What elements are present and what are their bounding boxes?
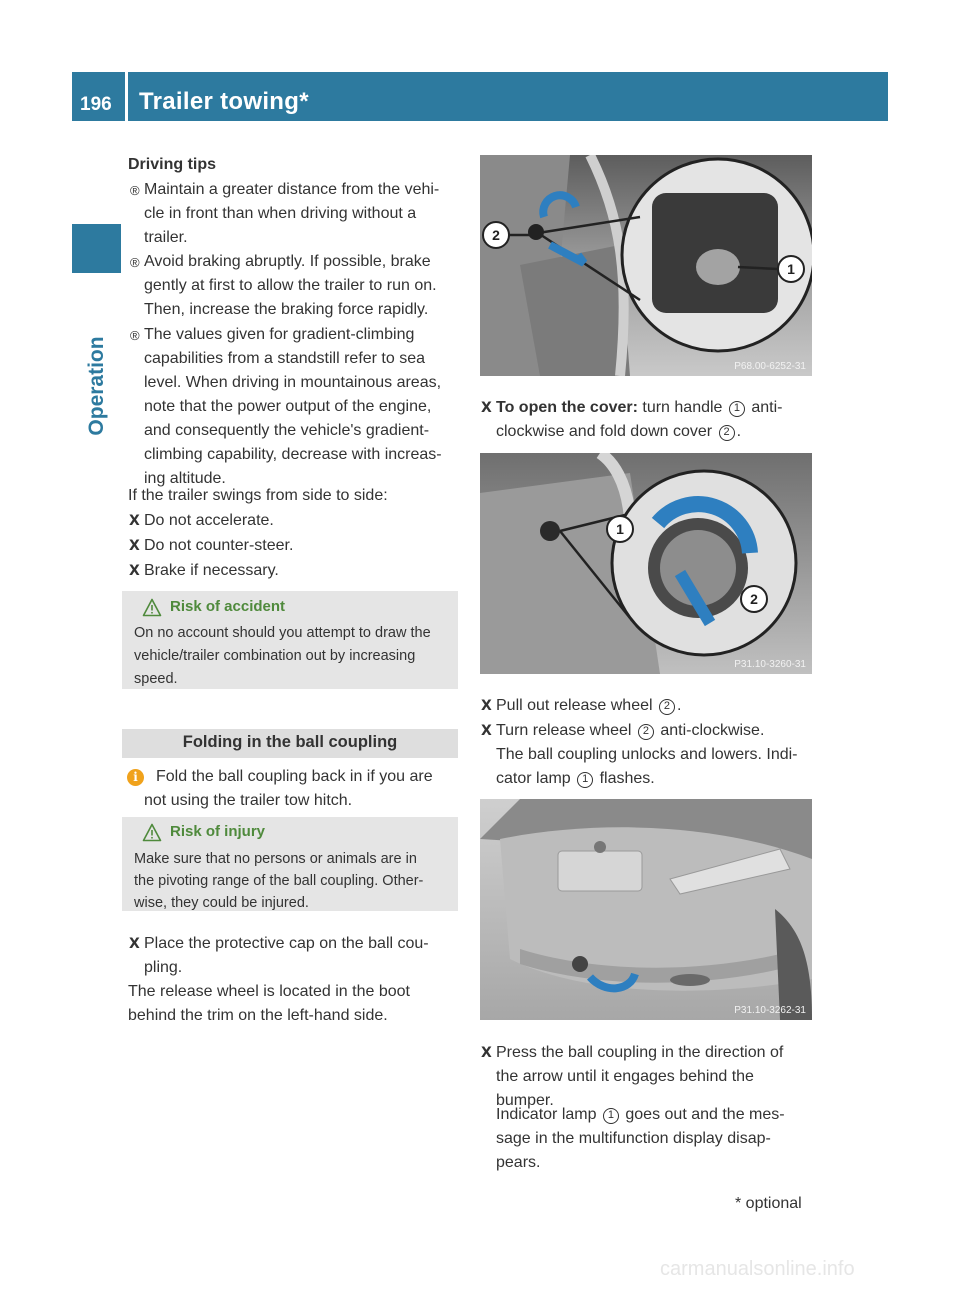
press-line: the arrow until it engages behind the: [496, 1068, 754, 1085]
svg-text:2: 2: [750, 591, 758, 607]
step-arrow-icon: X: [129, 538, 140, 554]
open-cover-text: turn handle: [637, 399, 727, 416]
warning-triangle-icon: [142, 598, 162, 617]
info-icon: i: [127, 769, 144, 786]
press-line: Press the ball coupling in the direction of: [496, 1044, 784, 1061]
tip3-line: and consequently the vehicle's gradient-: [144, 422, 430, 439]
tip1-line: Maintain a greater distance from the vehi-: [144, 181, 440, 198]
boot-cover-illustration: [480, 155, 812, 376]
swing-intro: If the trailer swings from side to side:: [128, 487, 388, 504]
bullet-icon: ®: [130, 183, 140, 198]
warning-line: Make sure that no persons or animals are in: [134, 851, 417, 867]
warning-line: wise, they could be injured.: [134, 895, 309, 911]
turn-result-line1: The ball coupling unlocks and lowers. Indi-: [496, 746, 798, 763]
step-arrow-icon: X: [129, 563, 140, 579]
tip3-line: The values given for gradient-climbing: [144, 326, 415, 343]
image-code: P68.00-6252-31: [734, 361, 806, 372]
release-note-line: The release wheel is located in the boot: [128, 983, 410, 1000]
tip1-line: trailer.: [144, 229, 188, 246]
warning-line: speed.: [134, 671, 178, 687]
bullet-icon: ®: [130, 255, 140, 270]
tip3-line: capabilities from a standstill refer to sea: [144, 350, 426, 367]
callout-1: 1: [577, 772, 593, 788]
open-cover-bold: To open the cover:: [496, 399, 638, 416]
turn-result-line2: [496, 767, 655, 791]
svg-text:1: 1: [787, 261, 795, 277]
open-cover-line1: [496, 396, 782, 420]
bullet-icon: ®: [130, 328, 140, 343]
turn-text: Turn release wheel: [496, 722, 636, 739]
warning-triangle-icon: [142, 823, 162, 842]
side-tab-block: [72, 224, 121, 273]
svg-text:2: 2: [492, 227, 500, 243]
press-result-line3: pears.: [496, 1154, 541, 1171]
pull-out-text: Pull out release wheel: [496, 697, 657, 714]
press-result-line1: [496, 1103, 785, 1127]
image-code: P31.10-3260-31: [734, 659, 806, 670]
image-code: P31.10-3262-31: [734, 1005, 806, 1016]
watermark: carmanualsonline.info: [660, 1258, 855, 1280]
release-wheel-photo: [480, 453, 812, 674]
pull-out-end: .: [676, 697, 682, 714]
warning-box-injury: [122, 817, 458, 911]
warning-line: the pivoting range of the ball coupling. Other-: [134, 873, 424, 889]
info-line: Fold the ball coupling back in if you are: [156, 768, 433, 785]
release-note-line: behind the trim on the left-hand side.: [128, 1007, 388, 1024]
tip3-line: note that the power output of the engine,: [144, 398, 432, 415]
turn-result-text: flashes.: [595, 770, 655, 787]
turn-step: [496, 719, 764, 743]
step-arrow-icon: X: [129, 936, 140, 952]
chapter-title: Trailer towing*: [139, 88, 309, 115]
cap-step-line: Place the protective cap on the ball cou-: [144, 935, 429, 952]
warning-line: vehicle/trailer combination out by increasing: [134, 648, 416, 664]
tip2-line: Avoid braking abruptly. If possible, brake: [144, 253, 431, 270]
step-arrow-icon: X: [481, 400, 492, 416]
info-line: not using the trailer tow hitch.: [144, 792, 353, 809]
press-result-text: goes out and the mes-: [620, 1106, 785, 1123]
step-arrow-icon: X: [481, 723, 492, 739]
step-arrow-icon: X: [129, 513, 140, 529]
driving-tips-heading: Driving tips: [128, 156, 217, 173]
side-tab-label: Operation: [84, 336, 108, 436]
footnote: * optional: [735, 1195, 802, 1212]
page-number: 196: [80, 94, 112, 115]
side-tab: [72, 281, 121, 491]
callout-2: 2: [719, 425, 735, 441]
step-arrow-icon: X: [481, 698, 492, 714]
turn-end: anti-clockwise.: [655, 722, 765, 739]
press-result-text: Indicator lamp: [496, 1106, 601, 1123]
tip3-line: level. When driving in mountainous areas,: [144, 374, 442, 391]
warning-title: Risk of accident: [170, 598, 286, 615]
section-heading-text: Folding in the ball coupling: [182, 733, 398, 751]
svg-text:1: 1: [616, 521, 624, 537]
open-cover-text: anti-: [746, 399, 783, 416]
tip3-line: ing altitude.: [144, 470, 226, 487]
swing-step: Brake if necessary.: [144, 562, 279, 579]
header-separator: [125, 72, 128, 121]
tip2-line: gently at first to allow the trailer to run on.: [144, 277, 437, 294]
warning-box-accident: [122, 591, 458, 689]
callout-2: 2: [638, 724, 654, 740]
callout-1: 1: [729, 401, 745, 417]
warning-line: On no account should you attempt to draw the: [134, 625, 431, 641]
tip1-line: cle in front than when driving without a: [144, 205, 417, 222]
release-wheel-illustration: [480, 453, 812, 674]
step-arrow-icon: X: [481, 1045, 492, 1061]
boot-cover-photo: [480, 155, 812, 376]
tip3-line: climbing capability, decrease with increas-: [144, 446, 442, 463]
open-cover-text: clockwise and fold down cover: [496, 423, 717, 440]
tip2-line: Then, increase the braking force rapidly.: [144, 301, 429, 318]
swing-step: Do not accelerate.: [144, 512, 274, 529]
warning-title: Risk of injury: [170, 823, 266, 840]
car-rear-illustration: [480, 799, 812, 1020]
turn-result-text: cator lamp: [496, 770, 576, 787]
open-cover-text: .: [736, 423, 742, 440]
open-cover-line2: [496, 420, 741, 444]
car-rear-photo: [480, 799, 812, 1020]
press-line: bumper.: [496, 1092, 554, 1109]
callout-1: 1: [603, 1108, 619, 1124]
section-heading: [122, 729, 458, 758]
callout-2: 2: [659, 699, 675, 715]
swing-step: Do not counter-steer.: [144, 537, 294, 554]
press-result-line2: sage in the multifunction display disap-: [496, 1130, 771, 1147]
pull-out-step: [496, 694, 681, 718]
cap-step-line: pling.: [144, 959, 183, 976]
